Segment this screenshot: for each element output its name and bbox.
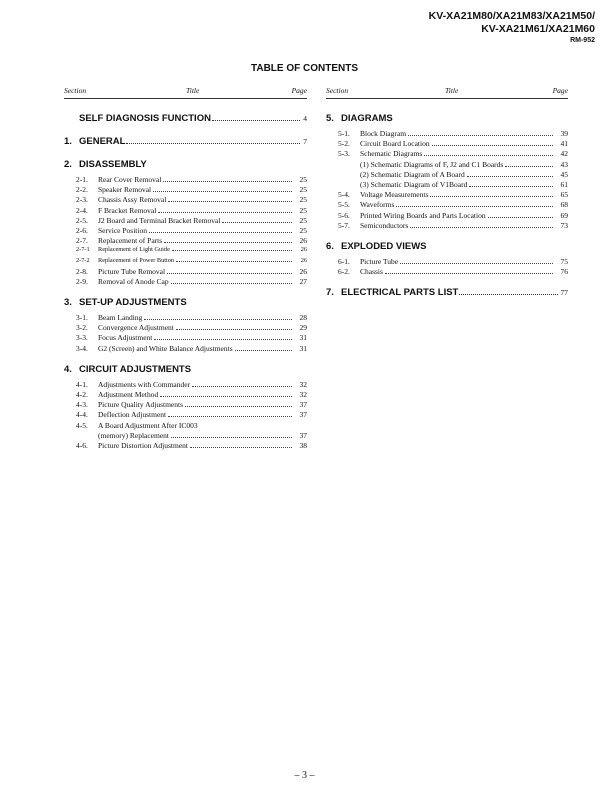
entry-number: 2-7.	[76, 236, 88, 246]
entry-number: 2-7-1	[76, 246, 90, 254]
toc-entry[interactable]	[64, 246, 307, 256]
entry-page: 65	[560, 190, 568, 200]
entry-title: Beam Landing	[98, 313, 143, 323]
entry-title: (2) Schematic Diagram of A Board	[360, 169, 465, 179]
entry-title: Picture Tube	[360, 256, 399, 266]
entry-title: Chassis Assy Removal	[98, 195, 167, 205]
toc-entry[interactable]	[64, 226, 307, 236]
entry-title: Deflection Adjustment	[98, 410, 167, 420]
toc-entry[interactable]	[326, 221, 568, 231]
toc-right-list	[326, 113, 568, 300]
dot-leader	[424, 154, 553, 156]
section-title: DISASSEMBLY	[79, 159, 147, 170]
toc-entry[interactable]	[326, 149, 568, 159]
section-heading[interactable]	[326, 241, 568, 254]
toc-section	[64, 113, 307, 126]
toc-section	[64, 364, 307, 451]
section-title: CIRCUIT ADJUSTMENTS	[79, 363, 192, 375]
entry-page: 25	[299, 225, 307, 235]
entry-number: 6-2.	[338, 267, 350, 277]
toc-entry[interactable]	[326, 139, 568, 149]
entry-title: Replacement of Parts	[98, 236, 163, 246]
entry-page: 31	[299, 333, 307, 343]
entry-title: Replacement of Light Guide	[98, 246, 170, 254]
entry-page: 26	[299, 236, 307, 246]
page-number: – 3 –	[294, 770, 315, 781]
section-heading[interactable]	[64, 136, 307, 149]
entry-page: 68	[560, 200, 568, 210]
model-line-1: KV-XA21M80/XA21M83/XA21M50/	[428, 10, 595, 22]
entry-list	[64, 380, 307, 451]
toc-entry[interactable]	[64, 277, 307, 287]
entry-page: 26	[300, 256, 307, 264]
toc-entry[interactable]	[326, 267, 568, 277]
entry-page: 25	[299, 175, 307, 184]
entry-page: 38	[299, 440, 307, 450]
entry-page: 27	[299, 276, 307, 286]
entry-number: 4-3.	[76, 400, 88, 410]
dot-leader	[168, 415, 292, 417]
entry-title: Waveforms	[360, 200, 395, 210]
dot-leader	[158, 211, 292, 213]
entry-page: 37	[299, 400, 307, 410]
section-title: EXPLODED VIEWS	[341, 240, 427, 252]
toc-entry[interactable]	[326, 180, 568, 190]
dot-leader	[385, 272, 553, 274]
dot-leader	[126, 142, 300, 144]
dot-leader	[149, 231, 292, 233]
dot-leader	[144, 318, 292, 320]
entry-number: 3-3.	[76, 333, 88, 343]
entry-title: Picture Tube Removal	[98, 266, 166, 276]
dot-leader	[190, 446, 292, 448]
section-number: 3.	[64, 297, 72, 309]
dot-leader	[459, 293, 557, 295]
entry-page: 31	[299, 343, 307, 353]
dot-leader	[163, 180, 292, 182]
section-number: 1.	[64, 136, 72, 147]
toc-section	[64, 159, 307, 287]
entry-page: 75	[560, 256, 568, 266]
entry-title: A Board Adjustment After IC003	[98, 420, 198, 430]
entry-title: Rear Cover Removal	[98, 175, 162, 184]
toc-entry[interactable]	[64, 400, 307, 410]
toc-section	[64, 297, 307, 354]
entry-number: 3-4.	[76, 343, 88, 353]
entry-title: F Bracket Removal	[98, 205, 157, 215]
entry-list	[64, 175, 307, 287]
entry-list	[64, 313, 307, 354]
dot-leader	[168, 200, 292, 202]
entry-title: Adjustment Method	[98, 390, 159, 399]
dot-leader	[469, 185, 553, 187]
entry-number: 3-2.	[76, 323, 88, 333]
entry-title: Service Position	[98, 225, 147, 235]
entry-number: 4-5.	[76, 420, 88, 430]
dot-leader	[467, 175, 553, 177]
dot-leader	[164, 241, 292, 243]
toc-right-column	[326, 86, 568, 300]
section-title: GENERAL	[79, 136, 126, 147]
toc-entry[interactable]	[64, 333, 307, 343]
entry-title: Removal of Anode Cap	[98, 276, 169, 286]
entry-page: 25	[299, 205, 307, 215]
entry-page: 26	[300, 246, 307, 254]
entry-page: 42	[560, 149, 568, 159]
entry-title: (3) Schematic Diagram of V1Board	[360, 179, 468, 189]
toc-entry[interactable]	[64, 257, 307, 267]
entry-number: 5-6.	[338, 210, 350, 220]
entry-page: 26	[299, 266, 307, 276]
column-header-section: Section	[326, 86, 349, 95]
entry-title: Schematic Diagrams	[360, 149, 423, 159]
entry-page: 39	[560, 129, 568, 138]
toc-entry[interactable]	[64, 323, 307, 333]
section-heading[interactable]	[326, 287, 568, 300]
toc-entry[interactable]	[326, 190, 568, 200]
entry-title: Printed Wiring Boards and Parts Location	[360, 210, 486, 220]
entry-number: 2-4.	[76, 205, 88, 215]
entry-page: 76	[560, 267, 568, 277]
section-number: 4.	[64, 363, 72, 375]
entry-page: 28	[299, 313, 307, 323]
toc-entry[interactable]	[326, 211, 568, 221]
entry-number: 3-1.	[76, 313, 88, 323]
entry-number: 2-9.	[76, 276, 88, 286]
section-number: 2.	[64, 159, 72, 170]
column-header	[64, 86, 307, 99]
section-heading[interactable]	[64, 113, 307, 126]
dot-leader	[408, 134, 553, 136]
dot-leader	[488, 216, 553, 218]
dot-leader	[212, 119, 300, 121]
model-line-2: KV-XA21M61/XA21M60	[481, 23, 595, 35]
toc-entry[interactable]	[326, 257, 568, 267]
toc-section	[326, 241, 568, 277]
entry-number: 4-6.	[76, 440, 88, 450]
entry-title: Replacement of Power Button	[98, 256, 175, 264]
entry-number: 6-1.	[338, 256, 350, 266]
entry-page: 37	[299, 410, 307, 420]
entry-page: 32	[299, 390, 307, 399]
entry-title: Picture Quality Adjustments	[98, 400, 183, 410]
section-heading[interactable]	[326, 113, 568, 126]
column-header-title: Title	[186, 86, 200, 95]
column-header	[326, 86, 568, 99]
entry-page: 25	[299, 195, 307, 205]
entry-number: 2-3.	[76, 195, 88, 205]
toc-entry[interactable]	[64, 313, 307, 323]
entry-page: 25	[299, 185, 307, 195]
entry-number: 5-2.	[338, 139, 350, 149]
dot-leader	[167, 272, 292, 274]
toc-entry[interactable]	[64, 185, 307, 195]
dot-leader	[505, 165, 553, 167]
entry-title: Voltage Measurements	[360, 190, 429, 200]
entry-page: 43	[560, 159, 568, 169]
dot-leader	[396, 205, 553, 207]
entry-number: 2-6.	[76, 225, 88, 235]
dot-leader	[222, 221, 292, 223]
toc-entry[interactable]	[326, 160, 568, 170]
section-heading[interactable]	[64, 364, 307, 377]
toc-entry[interactable]	[64, 236, 307, 246]
section-page: 7	[303, 137, 307, 146]
dot-leader	[410, 226, 553, 228]
section-title: DIAGRAMS	[341, 113, 393, 124]
entry-number: 2-7-2	[76, 256, 90, 264]
entry-title: Adjustments with Commander	[98, 379, 191, 389]
dot-leader	[171, 282, 292, 284]
entry-page: 25	[299, 215, 307, 225]
entry-title: Picture Distortion Adjustment	[98, 440, 188, 450]
column-header-title: Title	[445, 86, 459, 95]
entry-title: (1) Schematic Diagrams of F, J2 and C1 Boards	[360, 159, 504, 169]
toc-entry[interactable]	[326, 170, 568, 180]
column-header-page: Page	[552, 86, 568, 95]
toc-entry[interactable]	[64, 421, 307, 431]
section-number: 5.	[326, 113, 334, 124]
column-header-page: Page	[291, 86, 307, 95]
toc-entry[interactable]	[64, 441, 307, 451]
entry-number: 5-5.	[338, 200, 350, 210]
dot-leader	[185, 405, 292, 407]
toc-entry[interactable]	[64, 380, 307, 390]
toc-entry[interactable]	[64, 431, 307, 441]
entry-title: Speaker Removal	[98, 185, 152, 195]
dot-leader	[430, 195, 553, 197]
section-title: ELECTRICAL PARTS LIST	[341, 287, 459, 299]
section-title: SET-UP ADJUSTMENTS	[79, 297, 187, 309]
section-heading[interactable]	[64, 297, 307, 310]
section-title: SELF DIAGNOSIS FUNCTION	[79, 113, 211, 124]
dot-leader	[235, 349, 292, 351]
entry-list	[326, 129, 568, 231]
section-page: 4	[303, 114, 307, 123]
toc-entry[interactable]	[326, 200, 568, 210]
dot-leader	[400, 262, 553, 264]
entry-page: 41	[560, 139, 568, 149]
dot-leader	[160, 395, 292, 397]
dot-leader	[154, 338, 292, 340]
toc-section	[64, 136, 307, 149]
entry-number: 5-7.	[338, 220, 350, 230]
toc-section	[326, 113, 568, 231]
section-heading[interactable]	[64, 159, 307, 172]
toc-section	[326, 287, 568, 300]
entry-title: Convergence Adjustment	[98, 323, 174, 333]
entry-page: 37	[299, 430, 307, 440]
toc-entry[interactable]	[64, 410, 307, 420]
entry-number: 5-3.	[338, 149, 350, 159]
entry-number: 2-1.	[76, 175, 88, 184]
entry-page: 69	[560, 210, 568, 220]
entry-number: 5-1.	[338, 129, 350, 138]
entry-number: 4-4.	[76, 410, 88, 420]
section-number: 6.	[326, 240, 334, 252]
entry-page: 32	[299, 379, 307, 389]
entry-title: Chassis	[360, 267, 383, 277]
entry-page: 73	[560, 220, 568, 230]
entry-title: Circuit Board Location	[360, 139, 430, 149]
toc-left-list	[64, 113, 307, 451]
dot-leader	[171, 436, 292, 438]
entry-page: 45	[560, 169, 568, 179]
column-header-section: Section	[64, 86, 87, 95]
dot-leader	[432, 144, 553, 146]
toc-entry[interactable]	[64, 195, 307, 205]
dot-leader	[172, 249, 292, 251]
entry-number: 4-1.	[76, 379, 88, 389]
toc-title: TABLE OF CONTENTS	[250, 63, 359, 74]
model-header	[429, 10, 595, 45]
dot-leader	[176, 328, 292, 330]
entry-title: Semiconductors	[360, 220, 409, 230]
toc-entry[interactable]	[64, 390, 307, 400]
entry-number: 5-4.	[338, 190, 350, 200]
toc-entry[interactable]	[64, 216, 307, 226]
entry-number: 4-2.	[76, 390, 88, 399]
entry-page: 61	[560, 179, 568, 189]
entry-number: 2-5.	[76, 215, 88, 225]
remote-model: RM-952	[570, 37, 595, 44]
toc-entry[interactable]	[326, 129, 568, 139]
entry-title: G2 (Screen) and White Balance Adjustments	[98, 343, 233, 353]
section-page: 77	[560, 288, 568, 298]
entry-title: Block Diagram	[360, 129, 407, 138]
dot-leader	[192, 385, 292, 387]
entry-number: 2-2.	[76, 185, 88, 195]
entry-list	[326, 257, 568, 277]
toc-entry[interactable]	[64, 344, 307, 354]
entry-title: (memory) Replacement	[98, 430, 170, 440]
entry-number: 2-8.	[76, 266, 88, 276]
toc-entry[interactable]	[64, 175, 307, 185]
toc-entry[interactable]	[64, 206, 307, 216]
toc-left-column	[64, 86, 307, 451]
entry-page: 29	[299, 323, 307, 333]
section-number: 7.	[326, 287, 334, 299]
dot-leader	[176, 260, 292, 262]
entry-title: Focus Adjustment	[98, 333, 153, 343]
dot-leader	[153, 190, 292, 192]
toc-entry[interactable]	[64, 267, 307, 277]
entry-title: J2 Board and Terminal Bracket Removal	[98, 215, 221, 225]
